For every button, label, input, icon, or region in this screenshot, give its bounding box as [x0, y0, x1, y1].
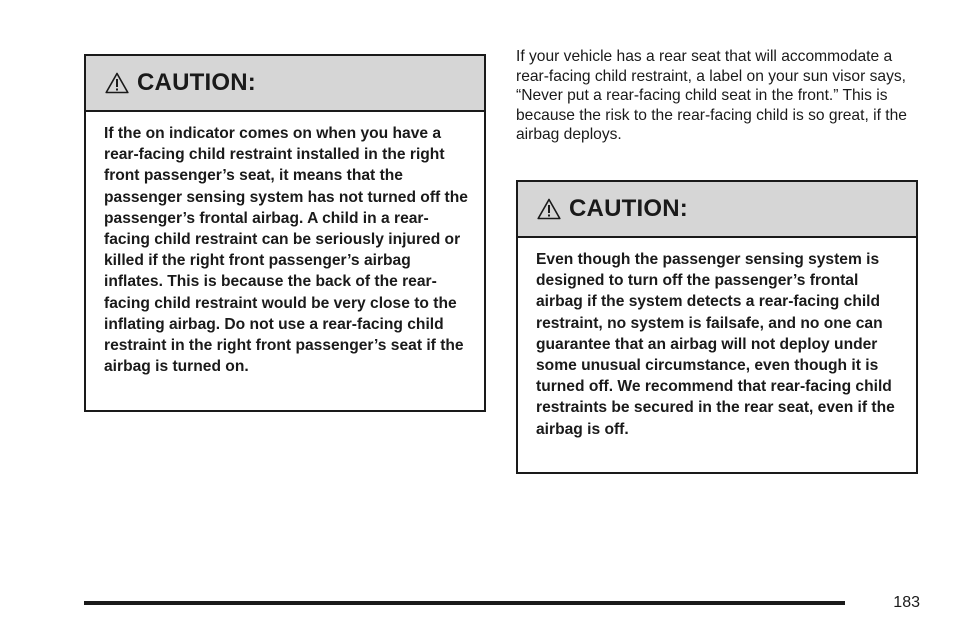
- page-number: 183: [893, 594, 920, 611]
- caution-box-right: [516, 180, 918, 474]
- warning-triangle-icon: [537, 198, 561, 220]
- caution-header: [86, 56, 484, 112]
- caution-text: Even though the passenger sensing system is designed to turn off the passenger’s frontal airbag if the system detects a rear-facing child restraint, no system is failsafe, and no one can guarantee that an airbag will not deploy under some unusual circumstance, even though it is turned off. We recommend that rear-facing child restraints be secured in the rear seat, even if the airbag is off.: [536, 251, 895, 438]
- warning-triangle-icon: [105, 72, 129, 94]
- caution-title: CAUTION:: [137, 69, 256, 96]
- caution-title: CAUTION:: [569, 195, 688, 222]
- intro-paragraph: If your vehicle has a rear seat that will accommodate a rear-facing child restraint, a label on your sun visor says, “Never put a rear-facing child seat in the front.” This is because the risk to the rear-facing child is so great, if the airbag deploys.: [516, 48, 907, 143]
- caution-header: [518, 182, 916, 238]
- caution-text: If the on indicator comes on when you have a rear-facing child restraint installed in the right front passenger’s seat, it means that the passenger sensing system has not turned off the passenger’s frontal airbag. A child in a rear-facing child restraint can be seriously injured or killed if the right front passenger’s airbag inflates. This is because the back of the rear-facing child restraint would be very close to the inflating airbag. Do not use a rear-facing child restraint in the right front passenger’s seat if the airbag is turned on.: [104, 125, 468, 376]
- caution-box-left: [84, 54, 486, 412]
- footer-rule: [84, 601, 845, 605]
